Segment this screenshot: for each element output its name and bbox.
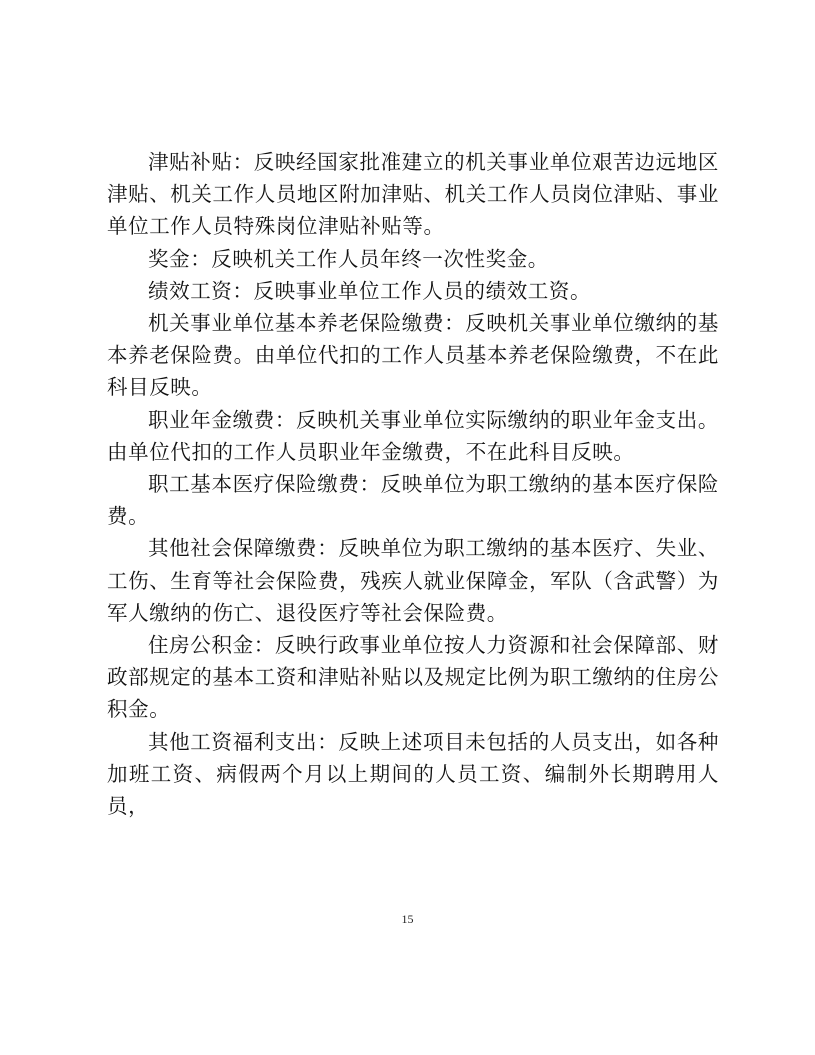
body-text: [107, 146, 719, 822]
paragraph-other-welfare: 其他工资福利支出：反映上述项目未包括的人员支出，如各种加班工资、病假两个月以上期间的人员工资、编制外长期聘用人员，: [107, 729, 719, 819]
paragraph-other-social-security: 其他社会保障缴费：反映单位为职工缴纳的基本医疗、失业、工伤、生育等社会保险费，残疾人就业保障金，军队（含武警）为军人缴纳的伤亡、退役医疗等社会保险费。: [107, 536, 719, 625]
paragraph-occupational-annuity: 职业年金缴费：反映机关事业单位实际缴纳的职业年金支出。由单位代扣的工作人员职业年金缴费，不在此科目反映。: [107, 407, 719, 464]
paragraph-bonus: 奖金：反映机关工作人员年终一次性奖金。: [148, 246, 549, 271]
paragraph-medical-insurance: 职工基本医疗保险缴费：反映单位为职工缴纳的基本医疗保险费。: [107, 472, 719, 529]
page-number: 15: [401, 912, 414, 926]
paragraph-pension-insurance: 机关事业单位基本养老保险缴费：反映机关事业单位缴纳的基本养老保险费。由单位代扣的工作人员基本养老保险缴费，不在此科目反映。: [107, 311, 719, 400]
paragraph-housing-fund: 住房公积金：反映行政事业单位按人力资源和社会保障部、财政部规定的基本工资和津贴补贴以及规定比例为职工缴纳的住房公积金。: [107, 633, 719, 722]
paragraph-performance-pay: 绩效工资：反映事业单位工作人员的绩效工资。: [148, 278, 592, 303]
paragraph-allowances: 津贴补贴：反映经国家批准建立的机关事业单位艰苦边远地区津贴、机关工作人员地区附加津贴、机关工作人员岗位津贴、事业单位工作人员特殊岗位津贴补贴等。: [107, 150, 719, 239]
